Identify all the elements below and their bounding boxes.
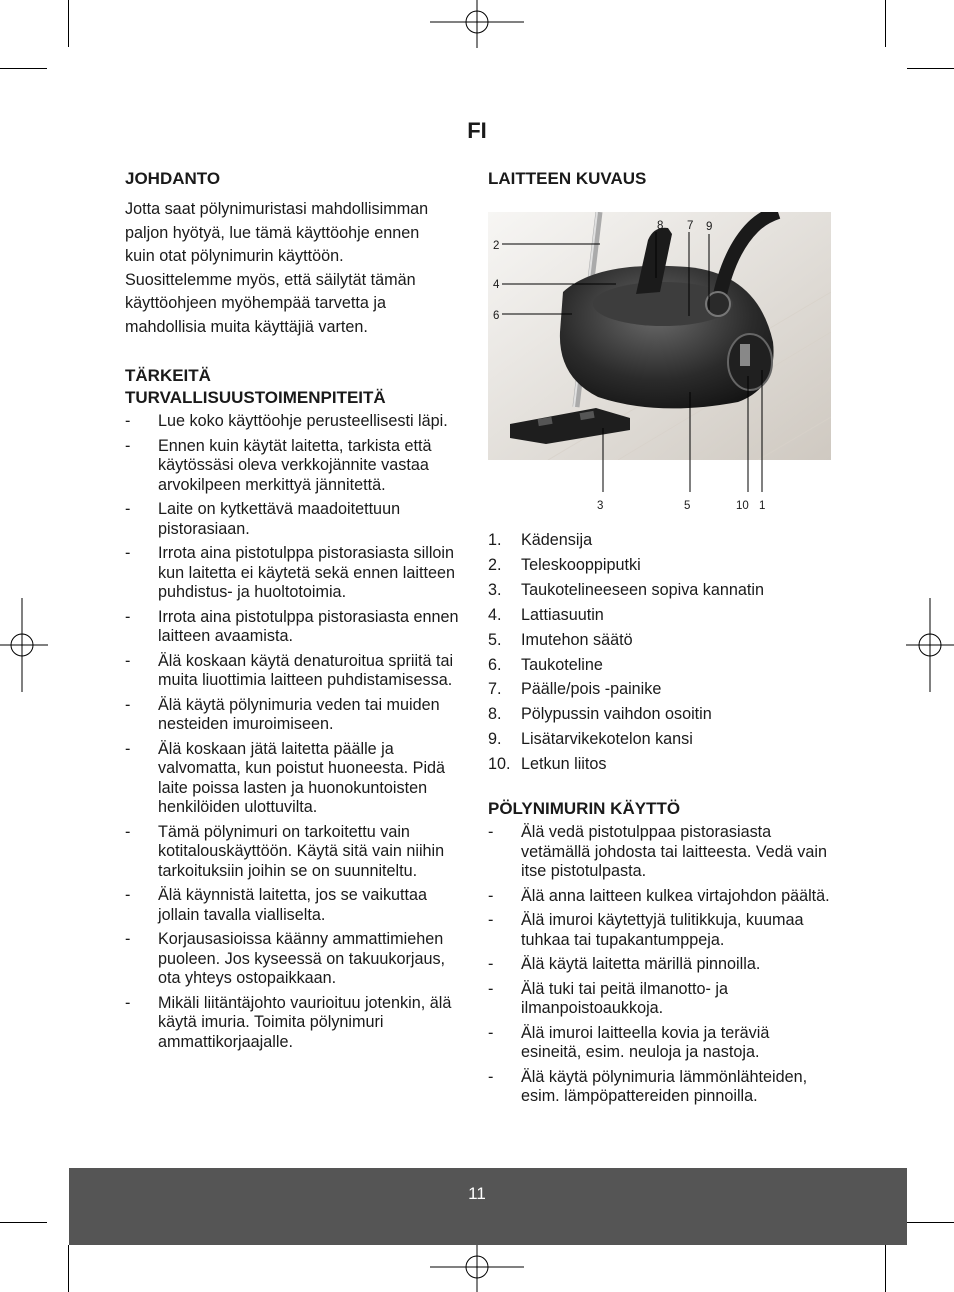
dash-bullet: - (488, 886, 494, 905)
left-column (125, 168, 470, 1057)
dash-bullet: - (125, 500, 131, 518)
list-item (488, 911, 833, 950)
list-item (488, 955, 833, 975)
list-item-text: Irrota aina pistotulppa pistorasiasta ennen laitteen avaamista. (158, 607, 459, 645)
list-item (488, 578, 833, 603)
crop-mark (0, 1222, 47, 1223)
list-item (125, 823, 470, 882)
dash-bullet: - (125, 651, 131, 670)
part-label: Päälle/pois -painike (521, 680, 662, 699)
list-number: 8. (488, 705, 502, 724)
list-number: 1. (488, 531, 502, 549)
vacuum-diagram (488, 192, 833, 512)
crop-mark (907, 68, 954, 69)
list-number: 5. (488, 630, 502, 649)
callout-6: 6 (493, 310, 500, 322)
list-item-text: Älä käytä pölynimuria lämmönlähteiden, esim. lämpöpattereiden pinnoilla. (521, 1067, 808, 1106)
list-item (488, 628, 833, 653)
list-item (125, 994, 470, 1053)
part-label: Teleskooppiputki (521, 555, 641, 574)
list-number: 10. (488, 755, 511, 774)
part-label: Kädensija (521, 531, 593, 549)
list-item (488, 653, 833, 678)
part-label: Taukotelineeseen sopiva kannatin (521, 580, 764, 599)
intro-line: Jotta saat pölynimuristasi mahdollisimman (125, 200, 429, 218)
description-heading: LAITTEEN KUVAUS (488, 169, 647, 188)
dash-bullet: - (125, 607, 131, 626)
list-item-text: Älä koskaan käytä denaturoitua spriitä tai muita liuottimia laitteen puhdistamisessa. (158, 651, 454, 689)
dash-bullet: - (488, 1067, 494, 1086)
callout-10: 10 (736, 500, 749, 512)
crop-mark (68, 0, 69, 47)
list-item-text: Lue koko käyttöohje perusteellisesti läpi. (158, 412, 448, 430)
list-item-text: Älä tuki tai peitä ilmanotto- ja ilmanpoistoaukkoja. (521, 979, 728, 1018)
callout-8: 8 (657, 220, 664, 232)
footer-bar (69, 1168, 907, 1245)
part-label: Lisätarvikekotelon kansi (521, 730, 693, 749)
usage-list (488, 823, 833, 1107)
callout-lines (488, 192, 833, 492)
dash-bullet: - (125, 822, 131, 841)
callout-2: 2 (493, 240, 500, 252)
page-number: 11 (468, 1184, 486, 1203)
list-item-text: Älä anna laitteen kulkea virtajohdon päältä. (521, 886, 830, 905)
list-item-text: Korjausasioissa käänny ammattimiehen puoleen. Jos kyseessä on takuukorjaus, ota yhteys ostopaikkaan. (158, 930, 446, 987)
list-item (125, 886, 470, 925)
callout-4: 4 (493, 279, 500, 291)
list-item (125, 500, 470, 539)
dash-bullet: - (125, 695, 131, 714)
crop-mark (885, 1245, 886, 1292)
list-item (488, 553, 833, 578)
intro-line: kuin otat pölynimurin käyttöön. (125, 247, 344, 265)
part-label: Pölypussin vaihdon osoitin (521, 705, 712, 724)
usage-heading: PÖLYNIMURIN KÄYTTÖ (488, 799, 681, 819)
dash-bullet: - (125, 412, 131, 430)
list-item-text: Älä käytä laitetta märillä pinnoilla. (521, 955, 761, 974)
list-number: 9. (488, 730, 502, 749)
crop-mark (885, 0, 886, 47)
list-item (125, 740, 470, 818)
list-item-text: Älä imuroi käytettyjä tulitikkuja, kuumaa tuhkaa tai tupakantumppeja. (521, 911, 804, 949)
list-item (488, 1068, 833, 1107)
list-item (488, 603, 833, 628)
intro-line: paljon hyötyä, lue tämä käyttöohje ennen (125, 223, 420, 242)
safety-list (125, 412, 470, 1052)
list-item-text: Irrota aina pistotulppa pistorasiasta silloin kun laitetta ei käytetä sekä ennen laitteen puhdistus- ja huoltotoimia. (158, 544, 455, 601)
list-item (125, 608, 470, 647)
dash-bullet: - (488, 979, 494, 998)
list-number: 2. (488, 555, 502, 574)
list-item (125, 544, 470, 603)
list-item-text: Älä vedä pistotulppaa pistorasiasta vetämällä johdosta tai laitteesta. Vedä vain itse pistotulpasta. (521, 823, 827, 881)
parts-list (488, 528, 833, 777)
list-item (488, 702, 833, 727)
dash-bullet: - (125, 886, 131, 904)
list-item-text: Mikäli liitäntäjohto vaurioituu jotenkin, älä käytä imuria. Toimita pölynimuri ammattikorjaajalle. (158, 993, 452, 1051)
list-item (488, 823, 833, 882)
intro-line: käyttöohjeen myöhempää tarvetta ja (125, 294, 386, 312)
callout-9: 9 (706, 221, 713, 233)
list-item-text: Ennen kuin käytät laitetta, tarkista että käytössäsi oleva verkkojännite vastaa arvokilpeen merkittyä jännitettä. (158, 436, 432, 494)
dash-bullet: - (488, 955, 494, 974)
list-item-text: Älä käynnistä laitetta, jos se vaikuttaa jollain tavalla vialliselta. (158, 886, 428, 924)
list-item (125, 696, 470, 735)
crop-mark (907, 1222, 954, 1223)
list-item-text: Laite on kytkettävä maadoitettuun pistorasiaan. (158, 500, 401, 538)
callout-5: 5 (684, 500, 691, 512)
dash-bullet: - (125, 544, 131, 562)
list-item (125, 437, 470, 496)
list-item (125, 412, 470, 432)
callout-7: 7 (687, 220, 694, 232)
dash-bullet: - (488, 823, 494, 842)
dash-bullet: - (125, 436, 131, 455)
part-label: Imutehon säätö (521, 630, 633, 649)
list-item (488, 1024, 833, 1063)
intro-heading: JOHDANTO (125, 169, 221, 188)
registration-mark-right (906, 598, 954, 692)
list-item-text: Älä käytä pölynimuria veden tai muiden nesteiden imuroimiseen. (158, 695, 440, 733)
list-item (488, 528, 833, 553)
callout-3: 3 (597, 500, 604, 512)
dash-bullet: - (125, 739, 131, 758)
registration-mark-left (0, 598, 48, 692)
safety-heading (125, 365, 470, 409)
dash-bullet: - (125, 993, 131, 1012)
callout-1: 1 (759, 500, 766, 512)
intro-paragraph (125, 198, 465, 339)
list-item (488, 727, 833, 752)
list-item (488, 677, 833, 702)
crop-mark (68, 1245, 69, 1292)
list-number: 3. (488, 580, 502, 599)
registration-mark-bottom (430, 1244, 524, 1292)
dash-bullet: - (488, 911, 494, 930)
dash-bullet: - (488, 1023, 494, 1042)
list-item (488, 980, 833, 1019)
list-number: 6. (488, 655, 502, 674)
list-item-text: Älä imuroi laitteella kovia ja teräviä esineitä, esim. neuloja ja nastoja. (521, 1023, 770, 1062)
right-column (488, 168, 833, 1112)
part-label: Letkun liitos (521, 755, 607, 774)
safety-heading-line: TÄRKEITÄ (125, 366, 211, 385)
list-item (125, 652, 470, 691)
part-label: Lattiasuutin (521, 605, 604, 624)
list-number: 7. (488, 680, 502, 699)
list-number: 4. (488, 605, 502, 624)
language-code: FI (467, 118, 487, 143)
list-item-text: Tämä pölynimuri on tarkoitettu vain kotitalouskäyttöön. Käytä sitä vain niihin tarkoituksiin joihin se on suunniteltu. (158, 822, 445, 880)
list-item-text: Älä koskaan jätä laitetta päälle ja valvomatta, kun poistut huoneesta. Pidä laite poissa lasten ja huonokuntoisten henkilöiden ulottuvilta. (158, 739, 446, 816)
registration-mark-top (430, 0, 524, 48)
safety-heading-line: TURVALLISUUSTOIMENPITEITÄ (125, 388, 386, 407)
list-item (488, 752, 833, 777)
intro-line: Suosittelemme myös, että säilytät tämän (125, 270, 416, 289)
intro-line: mahdollisia muita käyttäjiä varten. (125, 317, 368, 336)
part-label: Taukoteline (521, 655, 603, 674)
dash-bullet: - (125, 930, 131, 948)
list-item (125, 930, 470, 989)
list-item (488, 887, 833, 907)
crop-mark (0, 68, 47, 69)
